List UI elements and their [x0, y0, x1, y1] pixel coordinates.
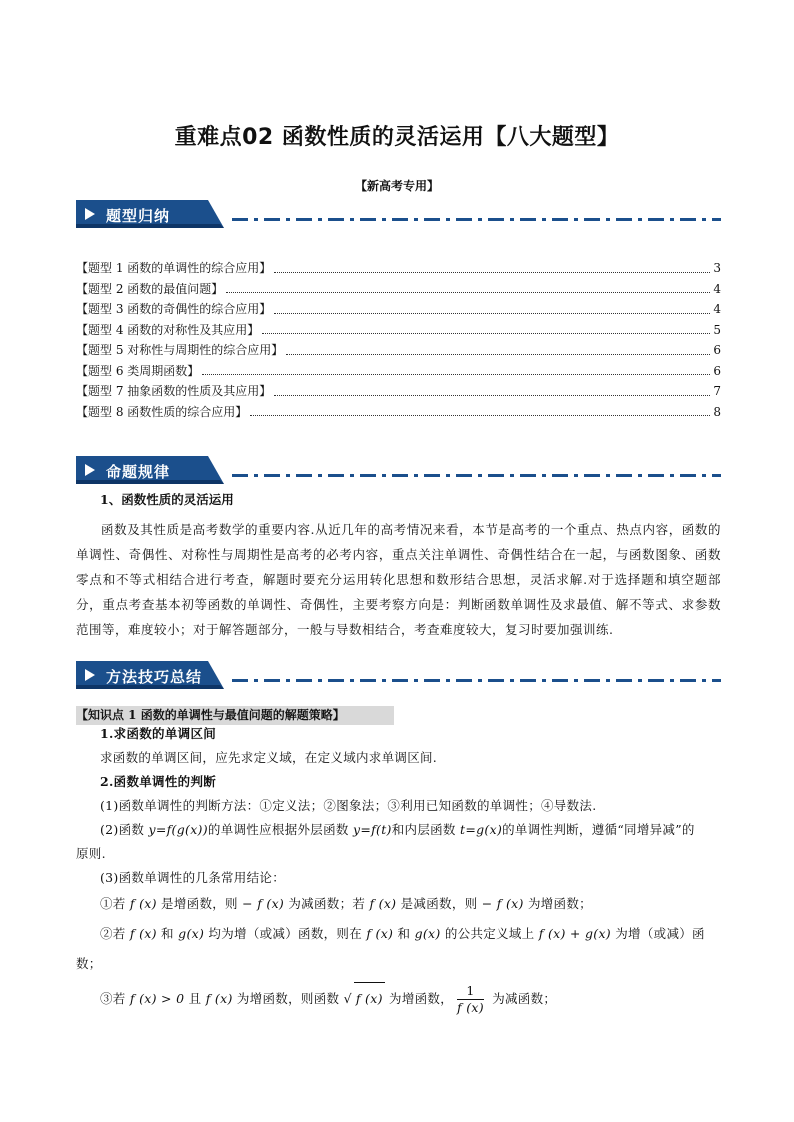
- dashed-rule: [232, 474, 721, 477]
- toc-leader: [274, 313, 710, 314]
- conclusion-2-cont: 数；: [76, 956, 102, 971]
- text-span: (2)函数: [100, 822, 149, 837]
- text-span: 为增（或减）函: [610, 926, 705, 941]
- toc-item[interactable]: [76, 402, 721, 423]
- method-heading-1: 1.求函数的单调区间: [100, 726, 217, 741]
- section-label: 命题规律: [106, 463, 171, 481]
- math-expr: f (x): [205, 991, 233, 1006]
- math-expr: t=g(x): [460, 822, 503, 837]
- fraction-numerator: 1: [457, 983, 484, 1000]
- toc-item-title: 【题型 5 对称性与周期性的综合应用】: [76, 343, 284, 357]
- math-expr: f (x) > 0: [129, 991, 185, 1006]
- fraction: [457, 983, 484, 1016]
- math-expr: g(x): [414, 926, 441, 941]
- math-expr: g(x): [178, 926, 205, 941]
- toc-leader: [250, 415, 710, 416]
- dashed-rule: [232, 679, 721, 682]
- text-span: 和: [156, 926, 179, 941]
- method-text-3-cont: 原则.: [76, 846, 106, 861]
- math-expr: f (x) + g(x): [538, 926, 611, 941]
- text-span: ②若: [100, 926, 130, 941]
- section-banner-question-types: [76, 200, 721, 228]
- dashed-rule: [232, 218, 721, 221]
- math-expr: y=f(t): [352, 822, 392, 837]
- math-expr: y=f(g(x)): [148, 822, 208, 837]
- toc-item-page: 7: [713, 384, 721, 398]
- toc-item-page: 6: [713, 363, 721, 378]
- toc-leader: [286, 354, 710, 355]
- sqrt-expr: f (x): [354, 982, 385, 1015]
- toc-leader: [262, 333, 710, 334]
- method-heading-2: 2.函数单调性的判断: [100, 774, 217, 789]
- method-text-2: (1)函数单调性的判断方法：①定义法；②图象法；③利用已知函数的单调性；④导数法.: [100, 798, 597, 813]
- conclusion-2: [100, 922, 721, 946]
- method-text-1: 求函数的单调区间，应先求定义域，在定义域内求单调区间.: [100, 750, 438, 765]
- text-span: 且: [184, 991, 206, 1006]
- method-text-3: [100, 818, 721, 842]
- toc-item[interactable]: [76, 258, 721, 279]
- sqrt-icon: √: [343, 991, 352, 1006]
- toc-leader: [202, 374, 710, 375]
- text-span: ③若: [100, 991, 130, 1006]
- text-span: 为减函数；若: [284, 896, 370, 911]
- text-span: 是增函数，则: [156, 896, 243, 911]
- play-arrow-icon: [85, 669, 95, 681]
- text-span: 是减函数，则: [396, 896, 482, 911]
- toc-item-page: 6: [713, 343, 721, 357]
- text-span: 为增函数；: [523, 896, 592, 911]
- conclusion-1: [100, 892, 721, 916]
- toc-item[interactable]: [76, 381, 721, 402]
- math-expr: f (x): [366, 926, 394, 941]
- banner-tab: [76, 661, 224, 689]
- section-label: 题型归纳: [106, 207, 171, 225]
- knowledge-point-header: 【知识点 1 函数的单调性与最值问题的解题策略】: [76, 706, 394, 725]
- section-banner-methods: [76, 661, 721, 689]
- text-span: ①若: [100, 896, 130, 911]
- play-arrow-icon: [85, 208, 95, 220]
- math-expr: − f (x): [481, 896, 524, 911]
- table-of-contents: [76, 258, 721, 422]
- toc-item-title: 【题型 7 抽象函数的性质及其应用】: [76, 384, 272, 398]
- toc-item[interactable]: [76, 320, 721, 341]
- text-span: 和内层函数: [391, 822, 461, 837]
- play-arrow-icon: [85, 464, 95, 476]
- toc-item-page: 3: [713, 261, 721, 275]
- toc-item-page: 5: [713, 322, 721, 337]
- method-text-4: (3)函数单调性的几条常用结论：: [100, 870, 286, 885]
- text-span: 和: [393, 926, 415, 941]
- toc-item-title: 【题型 3 函数的奇偶性的综合应用】: [76, 302, 272, 316]
- toc-leader: [274, 272, 710, 273]
- toc-item[interactable]: [76, 299, 721, 320]
- page-subtitle: 【新高考专用】: [354, 179, 439, 193]
- rule-paragraph: 函数及其性质是高考数学的重要内容.从近几年的高考情况来看，本节是高考的一个重点、热点内容，函数的单调性、奇偶性、对称性与周期性是高考的必考内容，重点关注单调性、奇偶性结合在一起，与函数图象、函数零点和不等式相结合进行考查，解题时要充分运用转化思想和数形结合思想，灵活求解.对于选择题和填空题部分，重点考查基本初等函数的单调性、奇偶性，主要考察方向是：判断函数单调性及求最值、解不等式、求参数范围等，难度较小；对于解答题部分，一般与导数相结合，考查难度较大，复习时要加强训练.: [76, 522, 721, 637]
- toc-leader: [226, 292, 710, 293]
- math-expr: − f (x): [242, 896, 285, 911]
- toc-item-title: 【题型 4 函数的对称性及其应用】: [76, 322, 260, 337]
- text-span: 的单调性判断，遵循“同增异减”的: [502, 822, 695, 837]
- toc-item[interactable]: [76, 361, 721, 382]
- text-span: 的单调性应根据外层函数: [207, 822, 353, 837]
- banner-tab: [76, 200, 224, 228]
- rule-heading: 1、函数性质的灵活运用: [100, 492, 234, 507]
- page-title: 重难点02 函数性质的灵活运用【八大题型】: [174, 125, 620, 150]
- fraction-denominator: f (x): [457, 1000, 484, 1015]
- text-span: 为增函数，: [384, 991, 454, 1006]
- toc-item-title: 【题型 6 类周期函数】: [76, 363, 200, 378]
- math-expr: f (x): [129, 896, 157, 911]
- math-expr: f (x): [129, 926, 157, 941]
- toc-item-page: 8: [713, 404, 721, 419]
- conclusion-3: [100, 982, 721, 1016]
- toc-item-title: 【题型 1 函数的单调性的综合应用】: [76, 261, 272, 275]
- toc-item[interactable]: [76, 279, 721, 300]
- text-span: 的公共定义域上: [440, 926, 539, 941]
- toc-item-page: 4: [713, 281, 721, 296]
- section-label: 方法技巧总结: [106, 668, 203, 686]
- toc-item-title: 【题型 8 函数性质的综合应用】: [76, 404, 248, 419]
- toc-item-title: 【题型 2 函数的最值问题】: [76, 281, 224, 296]
- toc-item[interactable]: [76, 340, 721, 361]
- text-span: 为减函数；: [487, 991, 557, 1006]
- banner-tab: [76, 456, 224, 484]
- text-span: 为增函数，则函数: [232, 991, 344, 1006]
- text-span: 均为增（或减）函数，则在: [204, 926, 367, 941]
- section-banner-exam-pattern: [76, 456, 721, 484]
- toc-leader: [274, 395, 710, 396]
- toc-item-page: 4: [713, 302, 721, 316]
- math-expr: f (x): [369, 896, 397, 911]
